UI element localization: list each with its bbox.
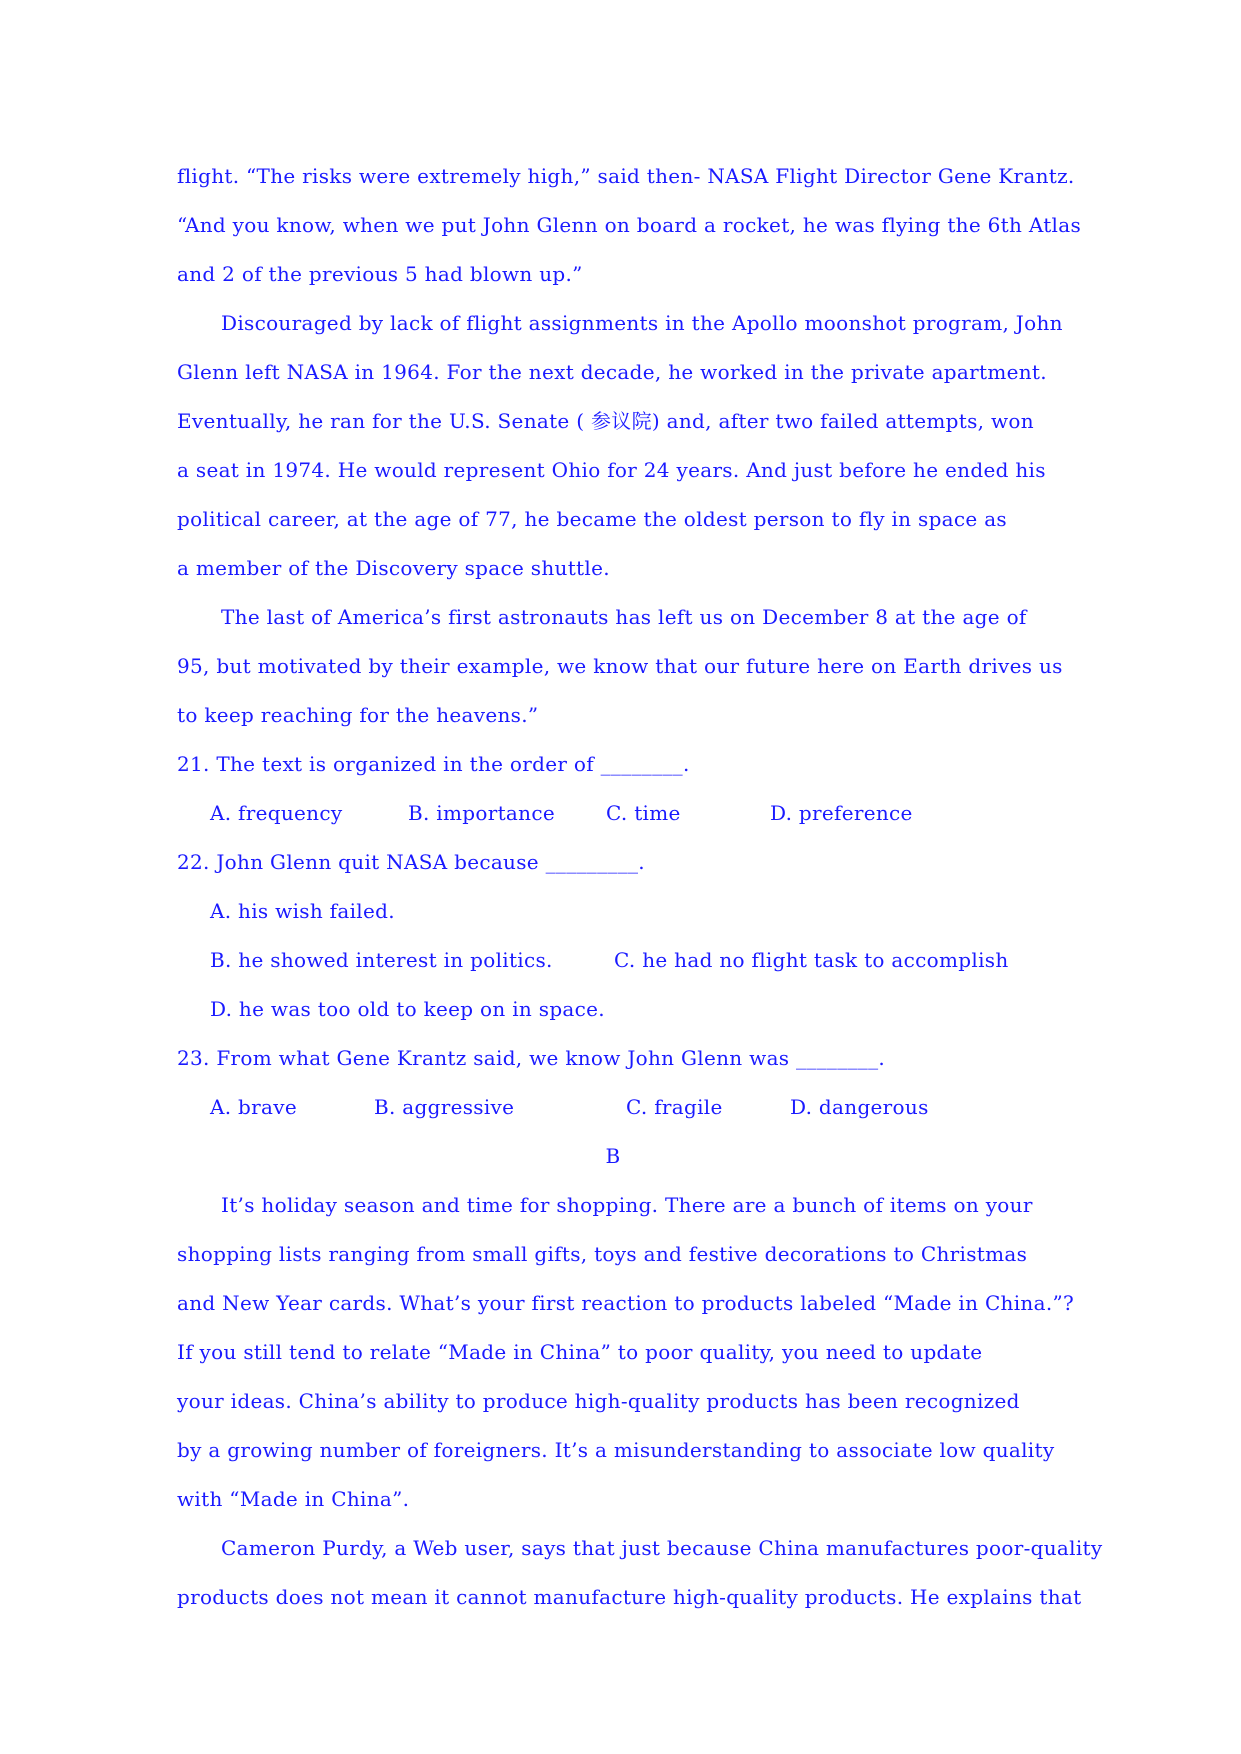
option-b: B. aggressive	[374, 1095, 515, 1119]
option-a: A. his wish failed.	[210, 899, 395, 923]
option-b: B. he showed interest in politics.	[210, 948, 553, 972]
question-21-options	[177, 789, 1097, 838]
section-heading: B	[605, 1144, 621, 1168]
text-line: “And you know, when we put John Glenn on board a rocket, he was flying the 6th Atlas	[177, 213, 1082, 237]
question-23-stem: 23. From what Gene Krantz said, we know John Glenn was ________.	[177, 1046, 886, 1070]
text-line: and 2 of the previous 5 had blown up.”	[177, 262, 583, 286]
text-line: Glenn left NASA in 1964. For the next decade, he worked in the private apartment.	[177, 360, 1047, 384]
text-line: with “Made in China”.	[177, 1487, 410, 1511]
paragraph-start: It’s holiday season and time for shopping. There are a bunch of items on your	[221, 1193, 1033, 1217]
text-line: products does not mean it cannot manufacture high-quality products. He explains that	[177, 1585, 1082, 1609]
option-b: B. importance	[408, 801, 555, 825]
text-line: If you still tend to relate “Made in China” to poor quality, you need to update	[177, 1340, 983, 1364]
option-a: A. frequency	[210, 801, 343, 825]
text-line: Eventually, he ran for the U.S. Senate ( 参议院) and, after two failed attempts, won	[177, 409, 1034, 433]
text-line: and New Year cards. What’s your first reaction to products labeled “Made in China.”?	[177, 1291, 1075, 1315]
document-page	[177, 152, 1103, 1622]
text-line: 95, but motivated by their example, we know that our future here on Earth drives us	[177, 654, 1063, 678]
option-c: C. time	[606, 801, 681, 825]
question-22-options-bc	[177, 936, 1097, 985]
option-c: C. fragile	[626, 1095, 723, 1119]
text-line: by a growing number of foreigners. It’s a misunderstanding to associate low quality	[177, 1438, 1055, 1462]
text-line: a member of the Discovery space shuttle.	[177, 556, 610, 580]
option-a: A. brave	[210, 1095, 297, 1119]
paragraph-start: Cameron Purdy, a Web user, says that just because China manufactures poor-quality	[221, 1536, 1103, 1560]
option-d: D. preference	[770, 801, 913, 825]
paragraph-start: The last of America’s first astronauts has left us on December 8 at the age of	[221, 605, 1027, 629]
option-c: C. he had no flight task to accomplish	[614, 948, 1009, 972]
text-line: a seat in 1974. He would represent Ohio for 24 years. And just before he ended his	[177, 458, 1046, 482]
question-23-options	[177, 1083, 1097, 1132]
option-d: D. dangerous	[790, 1095, 929, 1119]
question-21-stem: 21. The text is organized in the order of ________.	[177, 752, 690, 776]
text-line: political career, at the age of 77, he became the oldest person to fly in space as	[177, 507, 1007, 531]
text-line: to keep reaching for the heavens.”	[177, 703, 539, 727]
text-line: flight. “The risks were extremely high,” said then- NASA Flight Director Gene Krantz.	[177, 164, 1075, 188]
text-line: shopping lists ranging from small gifts, toys and festive decorations to Christmas	[177, 1242, 1028, 1266]
text-line: your ideas. China’s ability to produce high-quality products has been recognized	[177, 1389, 1020, 1413]
paragraph-start: Discouraged by lack of flight assignments in the Apollo moonshot program, John	[221, 311, 1063, 335]
option-d: D. he was too old to keep on in space.	[210, 997, 605, 1021]
question-22-stem: 22. John Glenn quit NASA because _________.	[177, 850, 645, 874]
